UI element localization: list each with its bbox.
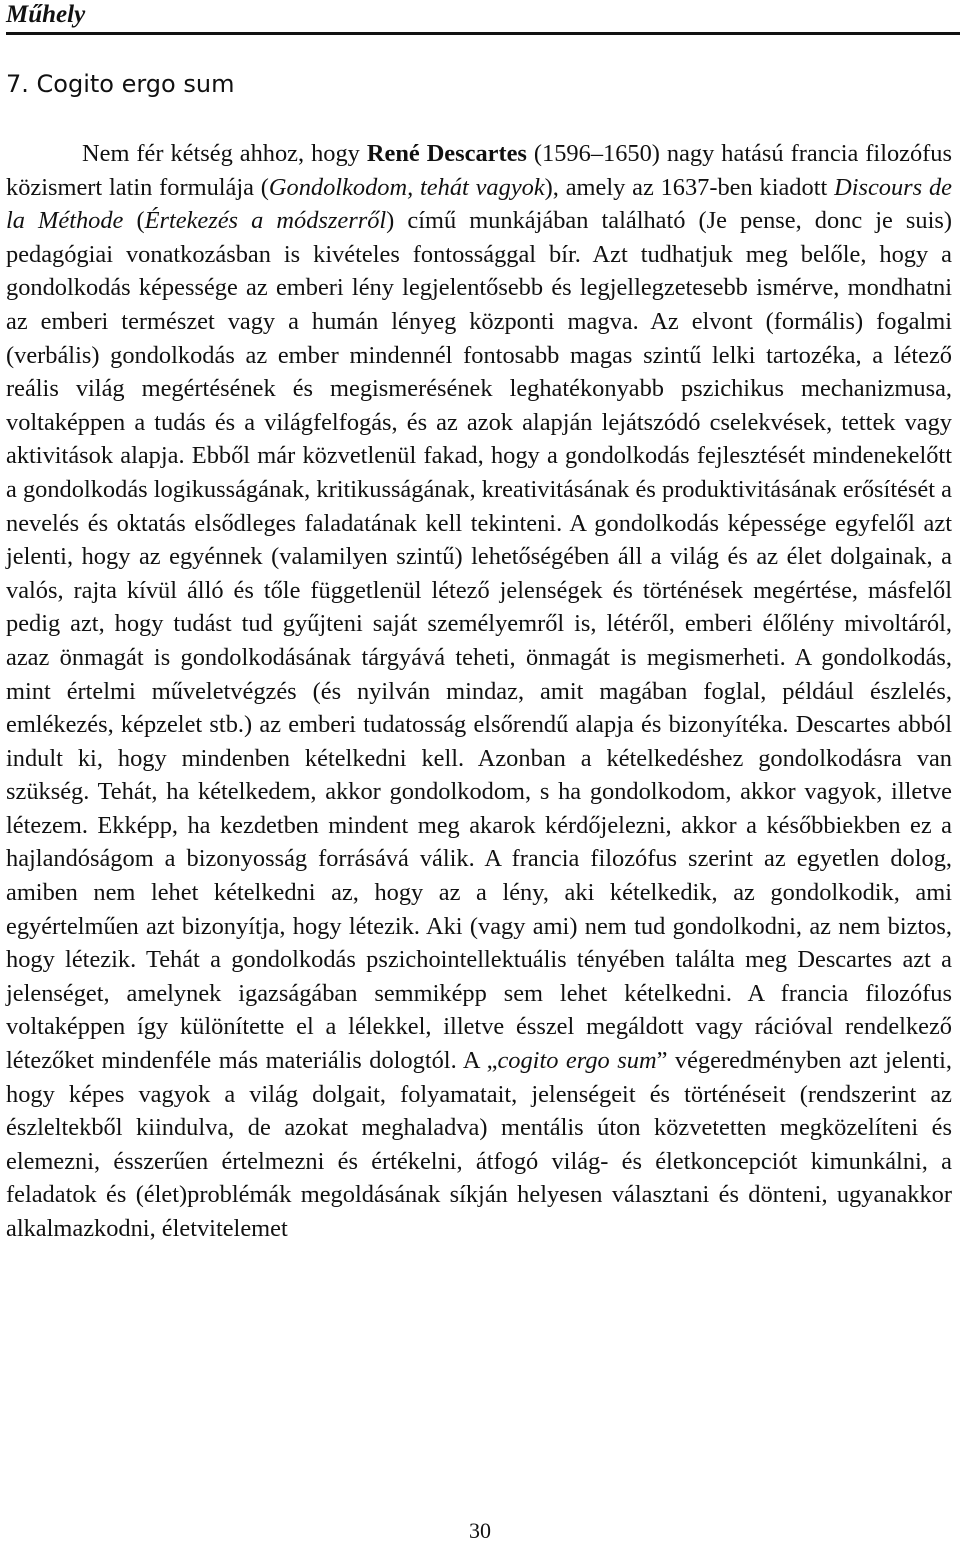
text-run: ) című munkájában található (Je pense, donc je suis) pedagógiai vonatkozásban is kivételes fontossággal bír. Azt tudhatjuk meg belőle, hogy a gondolkodás képessége az emberi lény legjelentősebb és legjellegzetesebb ismérve, mondhatni az emberi természet vagy a humán lényeg központi magva. Az elvont (formális) fogalmi (verbális) gondolkodás az ember mindennél fontosabb magas szintű lelki tartozéka, a létező reális világ megértésének és megismerésének leghatékonyabb pszichikus mechanizmusa, voltaképpen a tudás és a világfelfogás, és az azok alapján lejátszódó cselekvések, tettek vagy aktivitások alapja. Ebből már közvetlenül fakad, hogy a gondolkodás fejlesztését mindenekelőtt a gondolkodás logikusságának, kritikusságának, kreativitásának és produktivitásának erősítését a nevelés és oktatás elsődleges faladatának kell tekinteni. A gondolkodás képessége egyfelől azt jelenti, hogy az egyénnek (valamilyen szintű) lehetőségében áll a világ és az élet dolgainak, a valós, rajta kívül álló és tőle függetlenül létező jelenségek és történések megértése, másfelől pedig azt, hogy tudást tud gyűjteni saját személyemről is, létéről, emberi élőlény mivoltáról, azaz önmagát is gondolkodásának tárgyává teheti, önmagát is megismerheti. A gondolkodás, mint értelmi műveletvégzés (és nyilván mindaz, amit magában foglal, például észlelés, emlékezés, képzelet stb.) az emberi tudatosság elsőrendű alapja és bizonyítéka. Descartes abból indult ki, hogy mindenben kételkedni kell. Azonban a kételkedéshez gondolkodásra van szükség. Tehát, ha kételkedem, akkor gondolkodom, s ha gondolkodom, akkor vagyok, illetve létezem. Ekképp, ha kezdetben mindent meg akarok kérdőjelezni, akkor a későbbiekben ez a hajlandóságom a bizonyosság forrásává válik. A francia filozófus szerint az egyetlen dolog, amiben nem lehet kételkedni az, hogy az a lény, aki kételkedik, az gondolkodik, ami egyértelműen azt bizonyítja, hogy létezik. Aki (vagy ami) nem tud gondolkodni, az nem biztos, hogy létezik. Tehát a gondolkodás pszichointellektuális tényében találta meg Descartes azt a jelenséget, amelynek igazságában semmiképp sem lehet kételkedni. A francia filozófus voltaképpen így különítette el a lélekkel, illetve ésszel megáldott vagy rációval rendelkező létezőket mindenféle más materiális dologtól. A „	[6, 207, 952, 1075]
book-title-french: Discours de la Méthode	[6, 173, 952, 235]
text-run: (1596–1650) nagy hatású francia filozófus közismert latin formulája (	[6, 140, 952, 201]
body-text	[6, 137, 952, 1246]
formula-hungarian: Gondolkodom, tehát vagyok	[268, 173, 545, 201]
section-title: 7. Cogito ergo sum	[6, 70, 235, 98]
text-run: ” végeredményben azt jelenti, hogy képes vagyok a világ dolgait, folyamatait, jelenségeit és történéseit (rendszerint az észleltekből kiindulva, de azokat meghaladva) mentális úton közvetetten megközelíteni és elemezni, ésszerűen értelmezni és értékelni, átfogó világ- és életkoncepciót kimunkálni, a feladatok és (élet)problémák megoldásának síkján helyesen választani és dönteni, ugyanakkor alkalmazkodni, életvitelemet	[6, 1047, 953, 1242]
text-run: ), amely az 1637-ben kiadott	[544, 173, 835, 201]
page-number: 30	[469, 1518, 491, 1543]
running-header: Műhely	[6, 1, 86, 28]
latin-phrase: cogito ergo sum	[497, 1047, 657, 1075]
header-divider	[6, 32, 960, 35]
author-name: René Descartes	[366, 140, 527, 167]
book-title-hungarian: Értekezés a módszerről	[144, 207, 387, 235]
paragraph	[6, 137, 952, 1246]
text-run: Nem fér kétség ahhoz, hogy	[82, 140, 367, 167]
text-run: (	[123, 207, 145, 235]
